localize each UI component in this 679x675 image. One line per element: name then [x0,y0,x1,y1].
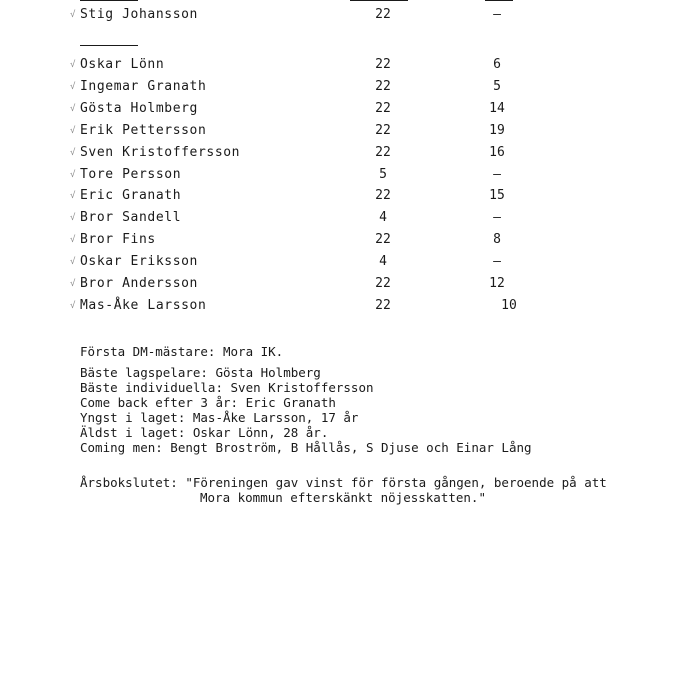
roster-row [60,230,620,250]
best-team-player: Bäste lagspelare: Gösta Holmberg [80,365,321,380]
top-rule-games-column [350,0,408,1]
games-played: 22 [375,79,391,94]
comeback-player: Come back efter 3 år: Eric Granath [80,395,336,410]
player-name: Eric Granath [80,188,182,203]
yearbook-quote-line2: Mora kommun efterskänkt nöjesskatten." [200,490,486,505]
roster-row [60,55,620,75]
check-mark: √ [70,279,76,289]
check-mark: √ [70,126,76,136]
first-dm-champion: Första DM-mästare: Mora IK. [80,344,284,359]
coming-men: Coming men: Bengt Broström, B Hållås, S Djuse och Einar Lång [80,440,532,455]
roster-row [60,274,620,294]
check-mark: √ [70,170,76,180]
games-played: 22 [375,57,391,72]
games-played: 22 [375,276,391,291]
games-played: 22 [375,298,391,313]
roster-row [60,208,620,228]
check-mark: √ [70,301,76,311]
roster-row [60,77,620,97]
goals-scored: 19 [489,123,505,138]
goals-scored: 15 [489,188,505,203]
check-mark: √ [70,82,76,92]
roster-row [60,186,620,206]
games-played: 22 [375,188,391,203]
check-mark: √ [70,235,76,245]
goals-scored: – [493,210,501,225]
top-rule-name-column [80,0,138,1]
roster-row [60,165,620,185]
section-divider [80,45,138,46]
player-name: Mas-Åke Larsson [80,298,207,313]
roster-row [60,143,620,163]
goals-scored: 10 [501,298,517,313]
check-mark: √ [70,10,76,20]
goals-scored: – [493,254,501,269]
player-name: Bror Andersson [80,276,198,291]
goals-scored: 12 [489,276,505,291]
player-name: Bror Sandell [80,210,182,225]
player-name: Stig Johansson [80,7,198,22]
youngest-player: Yngst i laget: Mas-Åke Larsson, 17 år [80,410,359,425]
player-name: Erik Pettersson [80,123,207,138]
roster-row [60,252,620,272]
games-played: 22 [375,145,391,160]
goals-scored: – [493,167,501,182]
check-mark: √ [70,148,76,158]
player-name: Oskar Eriksson [80,254,198,269]
player-name: Gösta Holmberg [80,101,198,116]
goals-scored: 8 [493,232,501,247]
roster-row [60,99,620,119]
player-name: Tore Persson [80,167,182,182]
player-name: Ingemar Granath [80,79,207,94]
games-played: 5 [379,167,387,182]
goals-scored: 16 [489,145,505,160]
player-name: Sven Kristoffersson [80,145,241,160]
games-played: 4 [379,210,387,225]
check-mark: √ [70,191,76,201]
goals-scored: – [493,7,501,22]
goals-scored: 5 [493,79,501,94]
check-mark: √ [70,104,76,114]
check-mark: √ [70,257,76,267]
roster-row [60,121,620,141]
games-played: 4 [379,254,387,269]
goals-scored: 6 [493,57,501,72]
player-name: Oskar Lönn [80,57,165,72]
check-mark: √ [70,213,76,223]
roster-row [60,296,620,316]
oldest-player: Äldst i laget: Oskar Lönn, 28 år. [80,425,329,440]
check-mark: √ [70,60,76,70]
games-played: 22 [375,232,391,247]
yearbook-quote-line1: Årsbokslutet: "Föreningen gav vinst för första gången, beroende på att [80,475,607,490]
goals-scored: 14 [489,101,505,116]
games-played: 22 [375,101,391,116]
roster-row [60,5,620,25]
player-name: Bror Fins [80,232,156,247]
best-individual: Bäste individuella: Sven Kristoffersson [80,380,374,395]
games-played: 22 [375,123,391,138]
games-played: 22 [375,7,391,22]
top-rule-goals-column [485,0,513,1]
